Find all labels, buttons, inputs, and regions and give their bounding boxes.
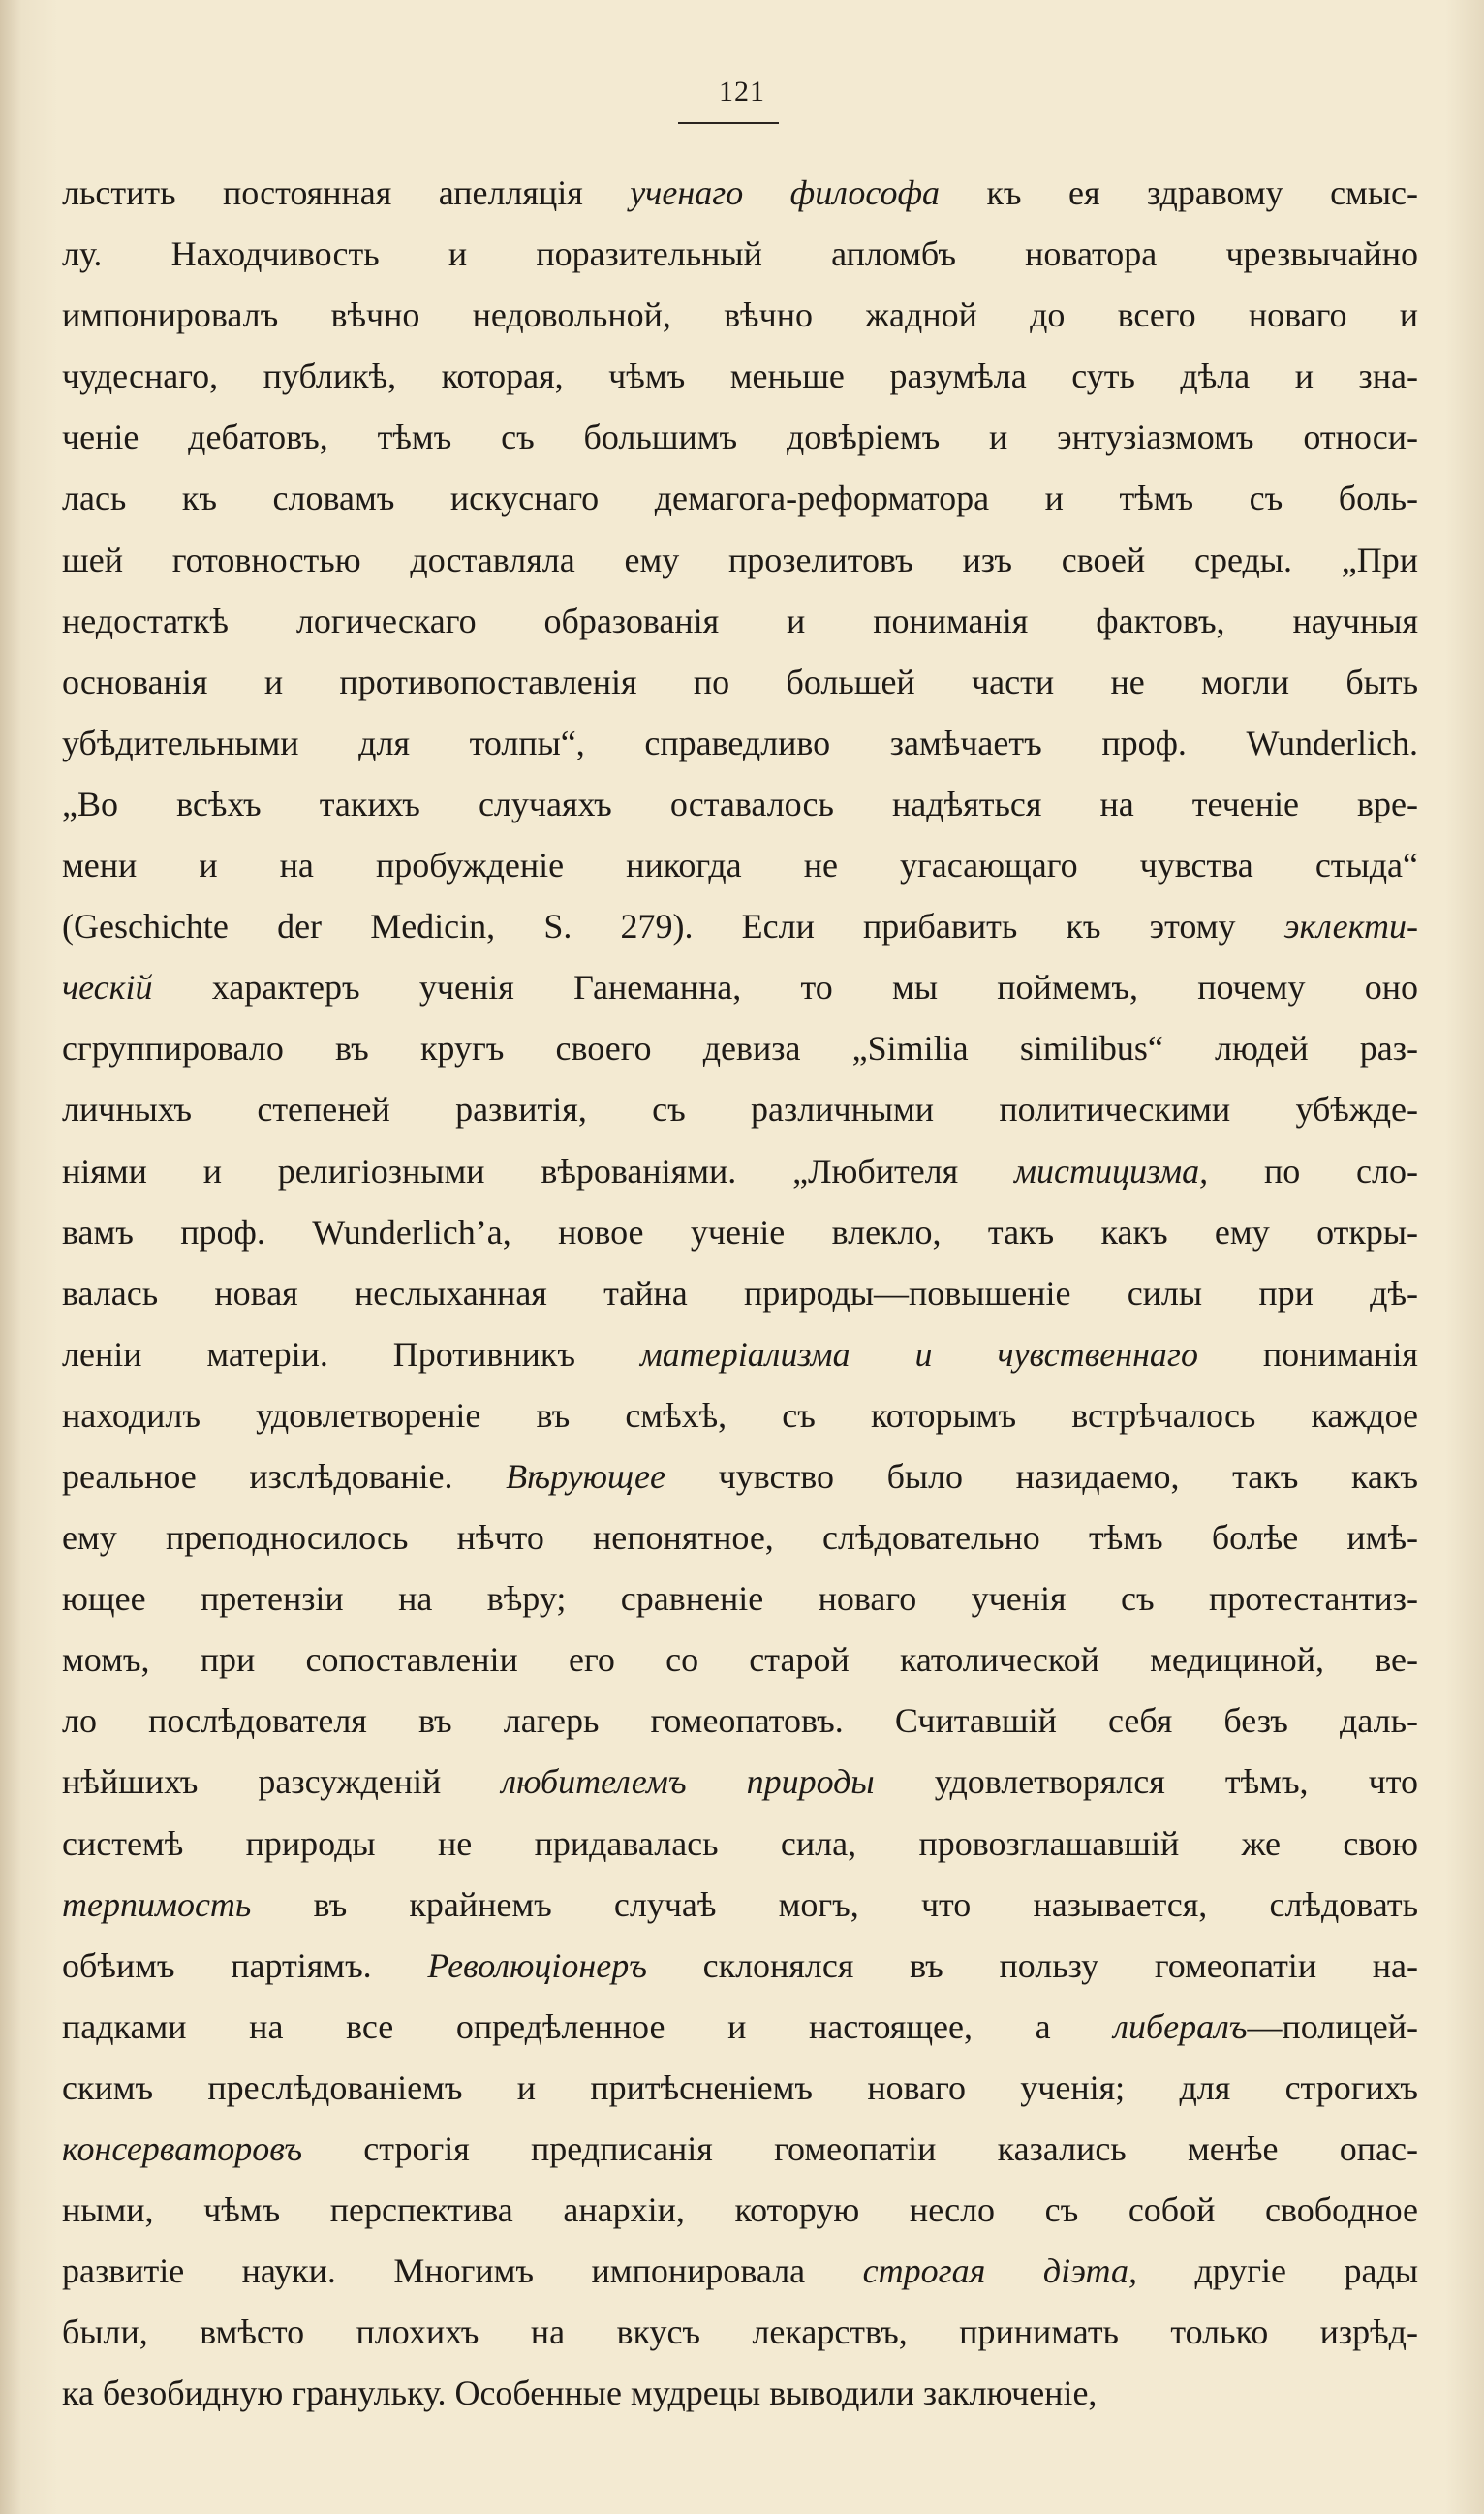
text-segment: личныхъ степеней развитія, съ различными политическими убѣжде- xyxy=(62,1090,1418,1130)
text-segment: льстить постоянная апелляція xyxy=(62,173,631,212)
text-segment: по сло- xyxy=(1208,1151,1418,1191)
page-number-rule xyxy=(678,122,779,124)
text-segment: вамъ проф. Wunderlich’а, новое ученіе влекло, такъ какъ ему откры- xyxy=(62,1212,1418,1252)
text-line xyxy=(62,1752,1418,1813)
text-line xyxy=(62,2363,1418,2424)
text-line xyxy=(62,1385,1418,1446)
text-line xyxy=(62,1079,1418,1140)
text-line xyxy=(62,2180,1418,2241)
text-segment: строгія предписанія гомеопатіи казались менѣе опас- xyxy=(302,2129,1418,2168)
text-line xyxy=(62,1997,1418,2058)
text-line xyxy=(62,1202,1418,1263)
italic-text: Революціонеръ xyxy=(427,1945,647,1985)
text-segment: въ крайнемъ случаѣ могъ, что называется, слѣдовать xyxy=(251,1884,1418,1924)
text-line xyxy=(62,713,1418,774)
text-line xyxy=(62,346,1418,407)
text-line xyxy=(62,2119,1418,2180)
text-segment: импонировалъ вѣчно недовольной, вѣчно жадной до всего новаго и xyxy=(62,295,1418,335)
text-segment: лась къ словамъ искуснаго демагога-реформатора и тѣмъ съ боль- xyxy=(62,479,1418,518)
text-segment: ными, чѣмъ перспектива анархіи, которую несло съ собой свободное xyxy=(62,2190,1418,2230)
text-segment: (Geschichte der Medicin, S. 279). Если прибавить къ этому xyxy=(62,907,1284,947)
text-segment: ка безобидную гранульку. Особенные мудрецы выводили заключеніе, xyxy=(62,2374,1098,2413)
text-line xyxy=(62,1814,1418,1875)
page-number: 121 xyxy=(719,76,765,108)
text-line xyxy=(62,1018,1418,1079)
text-line xyxy=(62,774,1418,835)
italic-text: мистицизма, xyxy=(1014,1151,1209,1191)
text-line xyxy=(62,468,1418,529)
text-segment: недостаткѣ логическаго образованія и пониманія фактовъ, научныя xyxy=(62,601,1418,640)
italic-text: терпимость xyxy=(62,1884,252,1924)
text-segment: ющее претензіи на вѣру; сравненіе новаго ученія съ протестантиз- xyxy=(62,1579,1418,1619)
text-segment: —полицей- xyxy=(1247,2006,1418,2046)
text-segment: чудеснаго, публикѣ, которая, чѣмъ меньше разумѣла суть дѣла и зна- xyxy=(62,357,1418,396)
text-line xyxy=(62,1568,1418,1629)
text-segment: нѣйшихъ разсужденій xyxy=(62,1762,502,1802)
text-line xyxy=(62,163,1418,224)
text-segment: сгруппировало въ кругъ своего девиза „Similia similibus“ людей раз- xyxy=(62,1029,1418,1069)
text-segment: ему преподносилось нѣчто непонятное, слѣдовательно тѣмъ болѣе имѣ- xyxy=(62,1518,1418,1558)
italic-text: консерваторовъ xyxy=(62,2129,303,2168)
text-segment: ло послѣдователя въ лагерь гомеопатовъ. Считавшій себя безъ даль- xyxy=(62,1701,1418,1741)
italic-text: либералъ xyxy=(1113,2006,1248,2046)
text-line xyxy=(62,1629,1418,1691)
text-segment: ніями и религіозными вѣрованіями. „Любителя xyxy=(62,1151,1015,1191)
text-segment: ченіе дебатовъ, тѣмъ съ большимъ довѣріемъ и энтузіазмомъ относи- xyxy=(62,418,1418,457)
text-segment: валась новая неслыханная тайна природы—повышеніе силы при дѣ- xyxy=(62,1273,1418,1313)
text-segment: находилъ удовлетвореніе въ смѣхѣ, съ которымъ встрѣчалось каждое xyxy=(62,1395,1418,1435)
text-segment: момъ, при сопоставленіи его со старой католической медициной, ве- xyxy=(62,1640,1418,1680)
text-segment: лу. Находчивость и поразительный апломбъ новатора чрезвычайно xyxy=(62,234,1418,274)
text-segment: мени и на пробужденіе никогда не угасающаго чувства стыда“ xyxy=(62,846,1418,885)
text-line xyxy=(62,1691,1418,1752)
text-segment: пониманія xyxy=(1197,1334,1418,1374)
text-segment: скимъ преслѣдованіемъ и притѣсненіемъ новаго ученія; для строгихъ xyxy=(62,2067,1418,2107)
text-segment: „Во всѣхъ такихъ случаяхъ оставалось надѣяться на теченіе вре- xyxy=(62,784,1418,823)
italic-text: строгая діэта, xyxy=(862,2251,1137,2291)
text-segment: развитіе науки. Многимъ импонировала xyxy=(62,2251,863,2291)
text-segment: убѣдительными для толпы“, справедливо замѣчаетъ проф. Wunderlich. xyxy=(62,723,1418,762)
text-line xyxy=(62,1263,1418,1324)
italic-text: любителемъ природы xyxy=(501,1762,875,1802)
text-line xyxy=(62,407,1418,468)
text-line xyxy=(62,1141,1418,1202)
italic-text: ученаго философа xyxy=(630,173,941,212)
text-segment: обѣимъ партіямъ. xyxy=(62,1945,428,1985)
text-line xyxy=(62,2241,1418,2302)
text-segment: леніи матеріи. Противникъ xyxy=(62,1334,640,1374)
text-line xyxy=(62,2058,1418,2119)
body-text xyxy=(62,163,1418,2424)
text-line xyxy=(62,896,1418,957)
text-segment: удовлетворялся тѣмъ, что xyxy=(874,1762,1418,1802)
text-line xyxy=(62,285,1418,346)
text-line xyxy=(62,1875,1418,1936)
text-segment: склонялся въ пользу гомеопатіи на- xyxy=(646,1945,1418,1985)
italic-text: матеріализма и чувственнаго xyxy=(639,1334,1198,1374)
text-line xyxy=(62,652,1418,713)
text-segment: были, вмѣсто плохихъ на вкусъ лекарствъ, принимать только изрѣд- xyxy=(62,2312,1418,2352)
text-line xyxy=(62,1446,1418,1507)
text-segment: шей готовностью доставляла ему прозелитовъ изъ своей среды. „При xyxy=(62,540,1418,579)
italic-text: ческій xyxy=(62,968,153,1008)
text-line xyxy=(62,591,1418,652)
text-line xyxy=(62,1324,1418,1385)
text-segment: основанія и противопоставленія по большей части не могли быть xyxy=(62,662,1418,701)
text-segment: другіе рады xyxy=(1136,2251,1418,2291)
text-line xyxy=(62,224,1418,285)
text-segment: падками на все опредѣленное и настоящее, а xyxy=(62,2006,1114,2046)
text-line xyxy=(62,2302,1418,2363)
italic-text: Вѣрующее xyxy=(506,1456,665,1496)
text-line xyxy=(62,835,1418,896)
text-line xyxy=(62,1507,1418,1568)
text-segment: къ ея здравому смыс- xyxy=(940,173,1418,212)
text-line xyxy=(62,1936,1418,1997)
text-segment: системѣ природы не придавалась сила, провозглашавшій же свою xyxy=(62,1823,1418,1863)
text-segment: чувство было назидаемо, такъ какъ xyxy=(665,1456,1418,1496)
text-line xyxy=(62,530,1418,591)
text-line xyxy=(62,957,1418,1018)
text-segment: характеръ ученія Ганеманна, то мы поймемъ, почему оно xyxy=(152,968,1418,1008)
italic-text: эклекти- xyxy=(1283,907,1418,947)
text-segment: реальное изслѣдованіе. xyxy=(62,1456,507,1496)
